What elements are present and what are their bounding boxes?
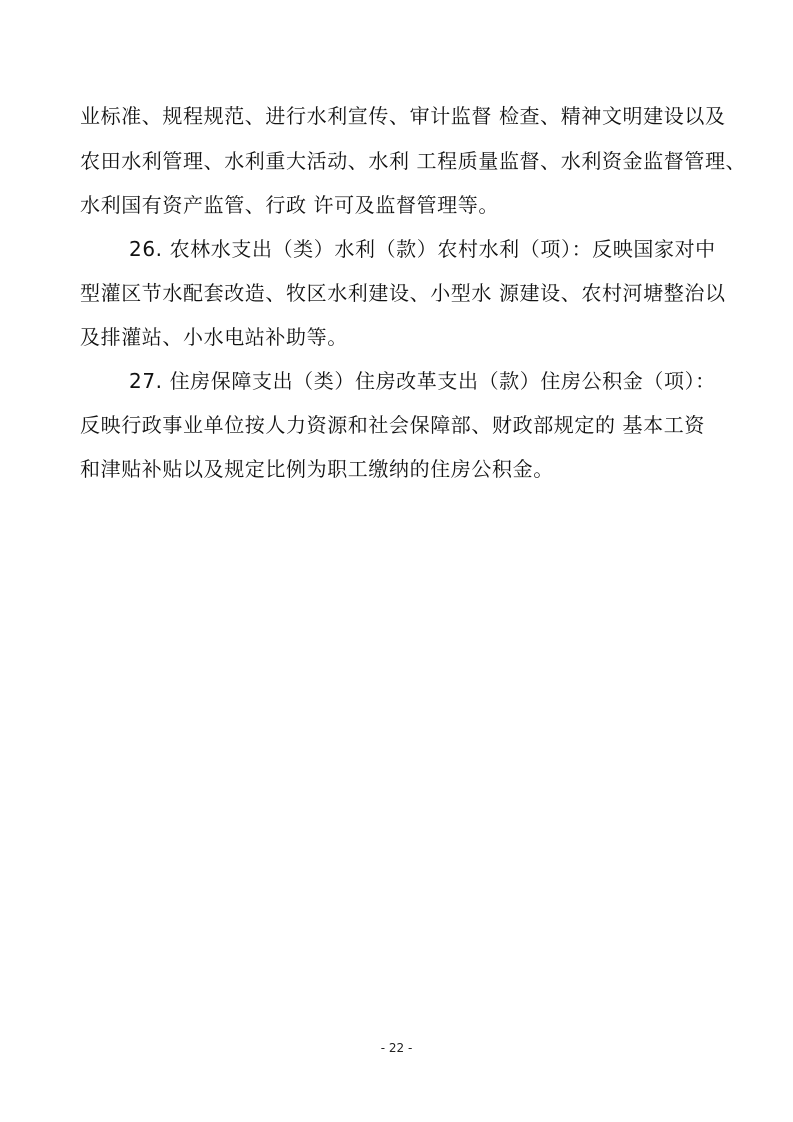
paragraph-26-line-1: 26. 农林水支出（类）水利（款）农村水利（项）：反映国家对中 (129, 237, 716, 261)
paragraph-line-2: 农田水利管理、水利重大活动、水利 工程质量监督、水利资金监督管理、 (80, 149, 747, 173)
page-number: - 22 - (380, 1041, 413, 1055)
paragraph-27-line-3: 和津贴补贴以及规定比例为职工缴纳的住房公积金。 (80, 457, 554, 481)
paragraph-27-line-2: 反映行政事业单位按人力资源和社会保障部、财政部规定的 基本工资 (80, 413, 705, 437)
paragraph-26-line-3: 及排灌站、小水电站补助等。 (80, 325, 348, 349)
paragraph-26-line-2: 型灌区节水配套改造、牧区水利建设、小型水 源建设、农村河塘整治以 (80, 281, 726, 305)
paragraph-line-3: 水利国有资产监管、行政 许可及监督管理等。 (80, 193, 499, 217)
paragraph-line-1: 业标准、规程规范、进行水利宣传、审计监督 检查、精神文明建设以及 (80, 104, 726, 128)
paragraph-27-line-1: 27. 住房保障支出（类）住房改革支出（款）住房公积金（项）： (129, 369, 716, 393)
